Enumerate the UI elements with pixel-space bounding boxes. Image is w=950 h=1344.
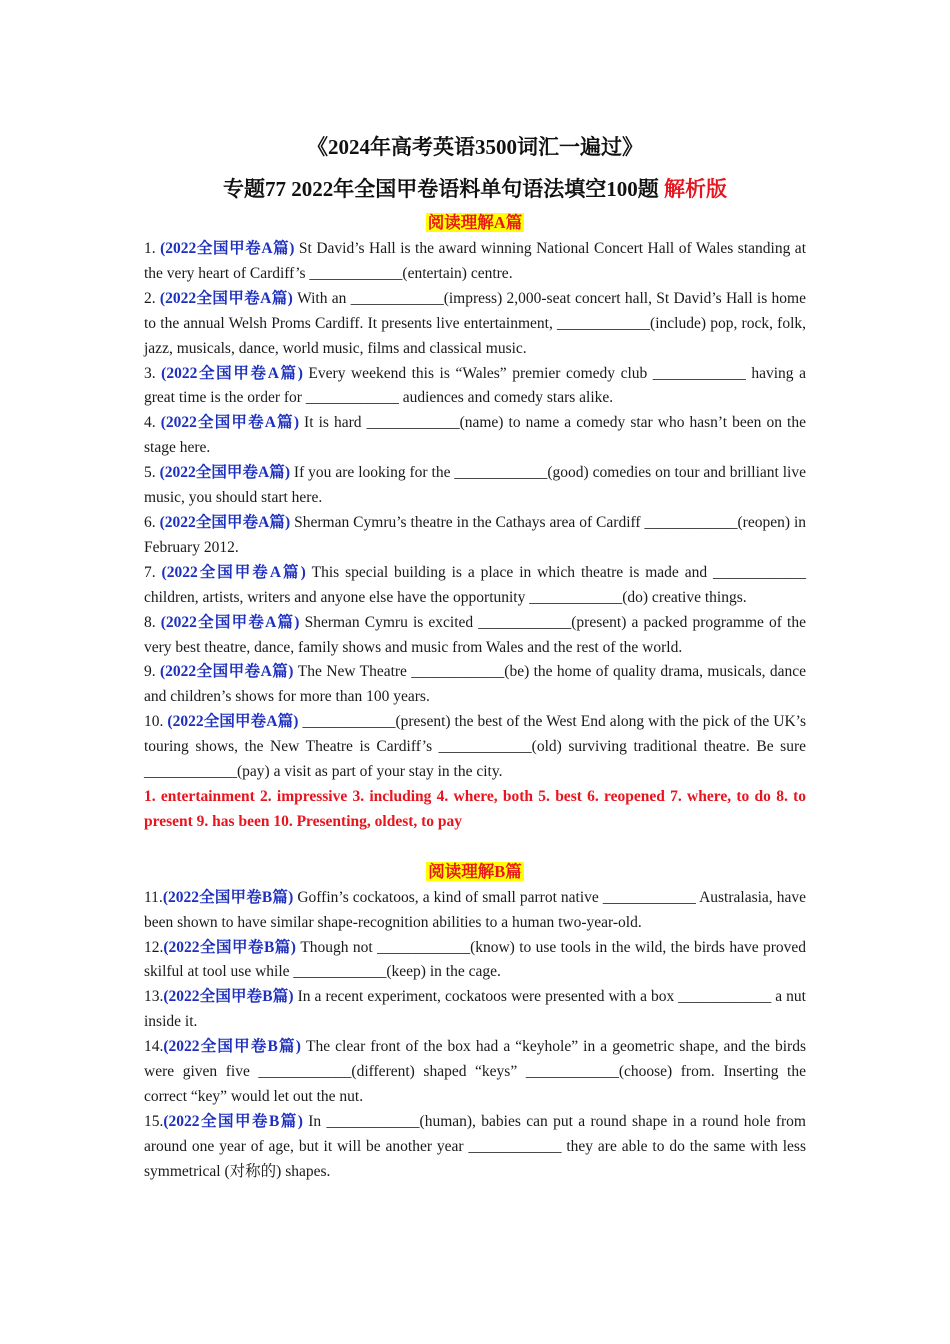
source-tag: (2022全国甲卷A篇) — [159, 464, 290, 482]
source-tag: (2022全国甲卷A篇) — [160, 414, 299, 432]
question-item: 13.(2022全国甲卷B篇) In a recent experiment, cockatoos were presented with a box ____________ a nut inside it. — [144, 988, 806, 1031]
source-tag: (2022全国甲卷B篇) — [163, 1112, 303, 1130]
source-tag: (2022全国甲卷A篇) — [160, 240, 295, 257]
question-item: 3. (2022全国甲卷A篇) Every weekend this is “Wales” premier comedy club ____________ having a great time is the order for ____________ audiences and comedy stars alike. — [144, 364, 806, 407]
source-tag: (2022全国甲卷A篇) — [161, 563, 306, 581]
document-subtitle — [144, 174, 806, 204]
source-tag: (2022全国甲卷A篇) — [160, 663, 294, 681]
source-tag: (2022全国甲卷A篇) — [160, 613, 300, 631]
question-item: 1. (2022全国甲卷A篇) St David’s Hall is the award winning National Concert Hall of Wales standing at the very heart of Cardiff’s ____________(entertain) centre. — [144, 240, 806, 282]
source-tag: (2022全国甲卷B篇) — [162, 888, 294, 906]
subtitle-main: 专题77 2022年全国甲卷语料单句语法填空100题 — [223, 177, 659, 201]
question-item: 6. (2022全国甲卷A篇) Sherman Cymru’s theatre in the Cathays area of Cardiff ____________(reopen) in February 2012. — [144, 513, 807, 556]
source-tag: (2022全国甲卷A篇) — [167, 713, 299, 731]
question-item: 8. (2022全国甲卷A篇) Sherman Cymru is excited ____________(present) a packed programme of the very best theatre, dance, family shows and music from Wales and the rest of the world. — [144, 613, 806, 656]
section-b-heading: 阅读理解B篇 — [428, 861, 522, 881]
section-a-answers: 1. entertainment 2. impressive 3. including 4. where, both 5. best 6. reopened 7. where, to do 8. to present 9. has been 10. Presenting, oldest, to pay — [144, 787, 806, 830]
question-item: 10. (2022全国甲卷A篇) ____________(present) the best of the West End along with the pick of the UK’s touring shows, the New Theatre is Cardiff’s ____________(old) surviving traditional theatre. Be sure ____________(pay) a visit as part of your stay in the city. — [144, 713, 807, 781]
source-tag: (2022全国甲卷B篇) — [163, 988, 294, 1006]
question-item: 14.(2022全国甲卷B篇) The clear front of the box had a “keyhole” in a geometric shape, and the birds were given five ____________(different) shaped “keys” ____________(choose) from. Inserting the correct “key” would let out the nut. — [144, 1038, 806, 1105]
source-tag: (2022全国甲卷B篇) — [163, 938, 296, 956]
source-tag: (2022全国甲卷B篇) — [163, 1038, 301, 1056]
section-b-questions — [144, 886, 806, 1185]
section-a-questions — [144, 237, 806, 785]
source-tag: (2022全国甲卷A篇) — [159, 513, 291, 531]
source-tag: (2022全国甲卷A篇) — [161, 364, 303, 382]
subtitle-tag: 解析版 — [664, 177, 727, 201]
question-item: 5. (2022全国甲卷A篇) If you are looking for the ____________(good) comedies on tour and brilliant live music, you should start here. — [144, 464, 806, 507]
document-page — [144, 128, 806, 1185]
question-item: 15.(2022全国甲卷B篇) In ____________(human), babies can put a round shape in a round hole from around one year of age, but it will be another year ____________ they are able to do the same with less symmetrical (对称的) shapes. — [144, 1112, 806, 1180]
question-item: 2. (2022全国甲卷A篇) With an ____________(impress) 2,000-seat concert hall, St David’s Hall is home to the annual Welsh Proms Cardiff. It presents live entertainment, ____________(include) pop, rock, folk, jazz, musicals, dance, world music, films and classical music. — [144, 289, 806, 357]
document-title: 《2024年高考英语3500词汇一遍过》 — [307, 135, 643, 159]
source-tag: (2022全国甲卷A篇) — [159, 289, 293, 307]
section-a-heading: 阅读理解A篇 — [427, 213, 523, 232]
question-item: 7. (2022全国甲卷A篇) This special building is a place in which theatre is made and ____________ children, artists, writers and anyone else have the opportunity ____________(do) creative things. — [144, 563, 806, 606]
section-spacer — [144, 835, 806, 859]
question-item: 9. (2022全国甲卷A篇) The New Theatre ____________(be) the home of quality drama, musicals, dance and children’s shows for more than 100 years. — [144, 663, 806, 706]
question-item: 12.(2022全国甲卷B篇) Though not ____________(know) to use tools in the wild, the birds have proved skilful at tool use while ____________(keep) in the cage. — [144, 938, 806, 981]
question-item: 11.(2022全国甲卷B篇) Goffin’s cockatoos, a kind of small parrot native ____________ Australasia, have been shown to have similar shape-recognition abilities to a human two-year-old. — [144, 888, 806, 931]
question-item: 4. (2022全国甲卷A篇) It is hard ____________(name) to name a comedy star who hasn’t been on the stage here. — [144, 414, 806, 457]
